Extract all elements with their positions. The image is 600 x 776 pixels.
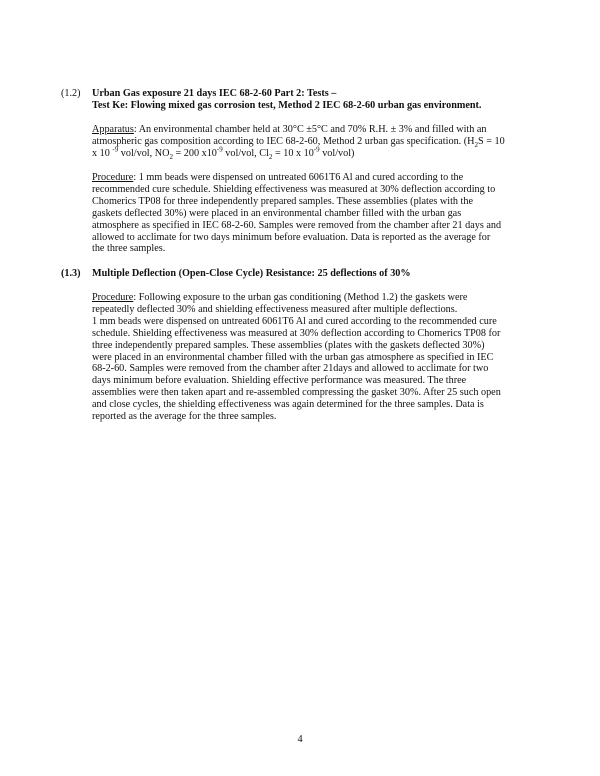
section-1-2-number: (1.2) <box>61 88 81 99</box>
procedure-1-3-paragraph <box>92 292 534 423</box>
procedure-1-3-line: : Following exposure to the urban gas conditioning (Method 1.2) the gaskets were <box>133 292 468 303</box>
procedure-1-3-line: were placed in an environmental chamber filled with the urban gas atmosphere as specified in IEC <box>92 351 494 363</box>
section-1-3-heading: Multiple Deflection (Open-Close Cycle) Resistance: 25 deflections of 30% <box>92 268 411 279</box>
procedure-1-3-line: and close cycles, the shielding effectiveness was again determined for the three samples. Data is <box>92 399 484 411</box>
procedure-1-2-line: gaskets deflected 30%) were placed in an environmental chamber filled with the urban gas <box>92 207 462 219</box>
apparatus-line-2-sub: 2 <box>474 140 479 149</box>
page-number: 4 <box>297 734 303 745</box>
section-1-2-heading-line2: Test Ke: Flowing mixed gas corrosion test, Method 2 IEC 68-2-60 urban gas environment. <box>92 100 482 111</box>
procedure-1-2-line: allowed to acclimate for two days minimum before evaluation. Data is reported as the average for <box>92 231 491 243</box>
apparatus-paragraph <box>92 124 534 160</box>
apparatus-line-3-sub: 2 <box>169 152 173 161</box>
procedure-1-3-line: 1 mm beads were dispensed on untreated 6061T6 Al and cured according to the recommended cure <box>92 315 497 327</box>
apparatus-line-2-tail: S = 10 <box>478 135 505 147</box>
apparatus-line-3-sup2: -9 <box>216 145 223 154</box>
procedure-1-2-line: the three samples. <box>92 243 166 255</box>
procedure-1-3-line: days minimum before evaluation. Shielding effective performance was measured. The three <box>92 375 467 387</box>
apparatus-line-1: : An environmental chamber held at 30°C ±5°C and 70% R.H. ± 3% and filled with an <box>133 124 487 135</box>
section-1-3-number: (1.3) <box>61 268 81 279</box>
section-1-2-heading-line1: Urban Gas exposure 21 days IEC 68-2-60 Part 2: Tests – <box>92 88 337 99</box>
procedure-1-2-line: Chomerics TP08 for three independently prepared samples. These assemblies (plates with the <box>92 195 473 207</box>
apparatus-line-3-sup1: -9 <box>112 145 119 154</box>
apparatus-line-3-f: vol/vol) <box>319 147 355 159</box>
procedure-1-3-line: assemblies were then taken apart and re-assembled compressing the gasket 30%. After 25 such open <box>92 387 501 399</box>
apparatus-line-3-d: vol/vol, Cl <box>222 147 269 159</box>
procedure-1-3-line: schedule. Shielding effectiveness was measured at 30% deflection according to Chomerics TP08 for <box>92 327 501 339</box>
procedure-1-2-lead: Procedure <box>92 172 134 183</box>
procedure-1-2-line: atmosphere as specified in IEC 68-2-60. Samples were removed from the chamber after 21 days and <box>92 219 502 231</box>
section-1-2-heading <box>92 88 532 112</box>
apparatus-line-3-c: = 200 x10 <box>172 147 217 159</box>
apparatus-line-3-a: x 10 <box>92 147 113 159</box>
procedure-1-2-paragraph <box>92 172 534 255</box>
procedure-1-3-line: three independently prepared samples. These assemblies (plates with the gaskets deflected 30%) <box>92 339 485 351</box>
apparatus-line-3-e: = 10 x 10 <box>272 147 314 159</box>
procedure-1-3-line: 68-2-60. Samples were removed from the chamber after 21days and allowed to acclimate for two <box>92 363 489 375</box>
procedure-1-3-line: repeatedly deflected 30% and shielding effectiveness measured after multiple deflections. <box>92 303 458 315</box>
apparatus-line-3-sup3: -9 <box>313 145 320 154</box>
procedure-1-3-line: reported as the average for the three samples. <box>92 411 277 423</box>
procedure-1-2-line: recommended cure schedule. Shielding effectiveness was measured at 30% deflection according to <box>92 183 496 195</box>
apparatus-line-3-b: vol/vol, NO <box>118 147 170 159</box>
procedure-1-2-line: : 1 mm beads were dispensed on untreated 6061T6 Al and cured according to the <box>133 172 464 183</box>
procedure-1-3-lead: Procedure <box>92 292 134 303</box>
apparatus-lead: Apparatus <box>92 124 134 135</box>
apparatus-line-2: atmospheric gas composition according to IEC 68-2-60, Method 2 urban gas specification. (H <box>92 135 475 147</box>
apparatus-line-3-sub2: 2 <box>268 152 273 161</box>
